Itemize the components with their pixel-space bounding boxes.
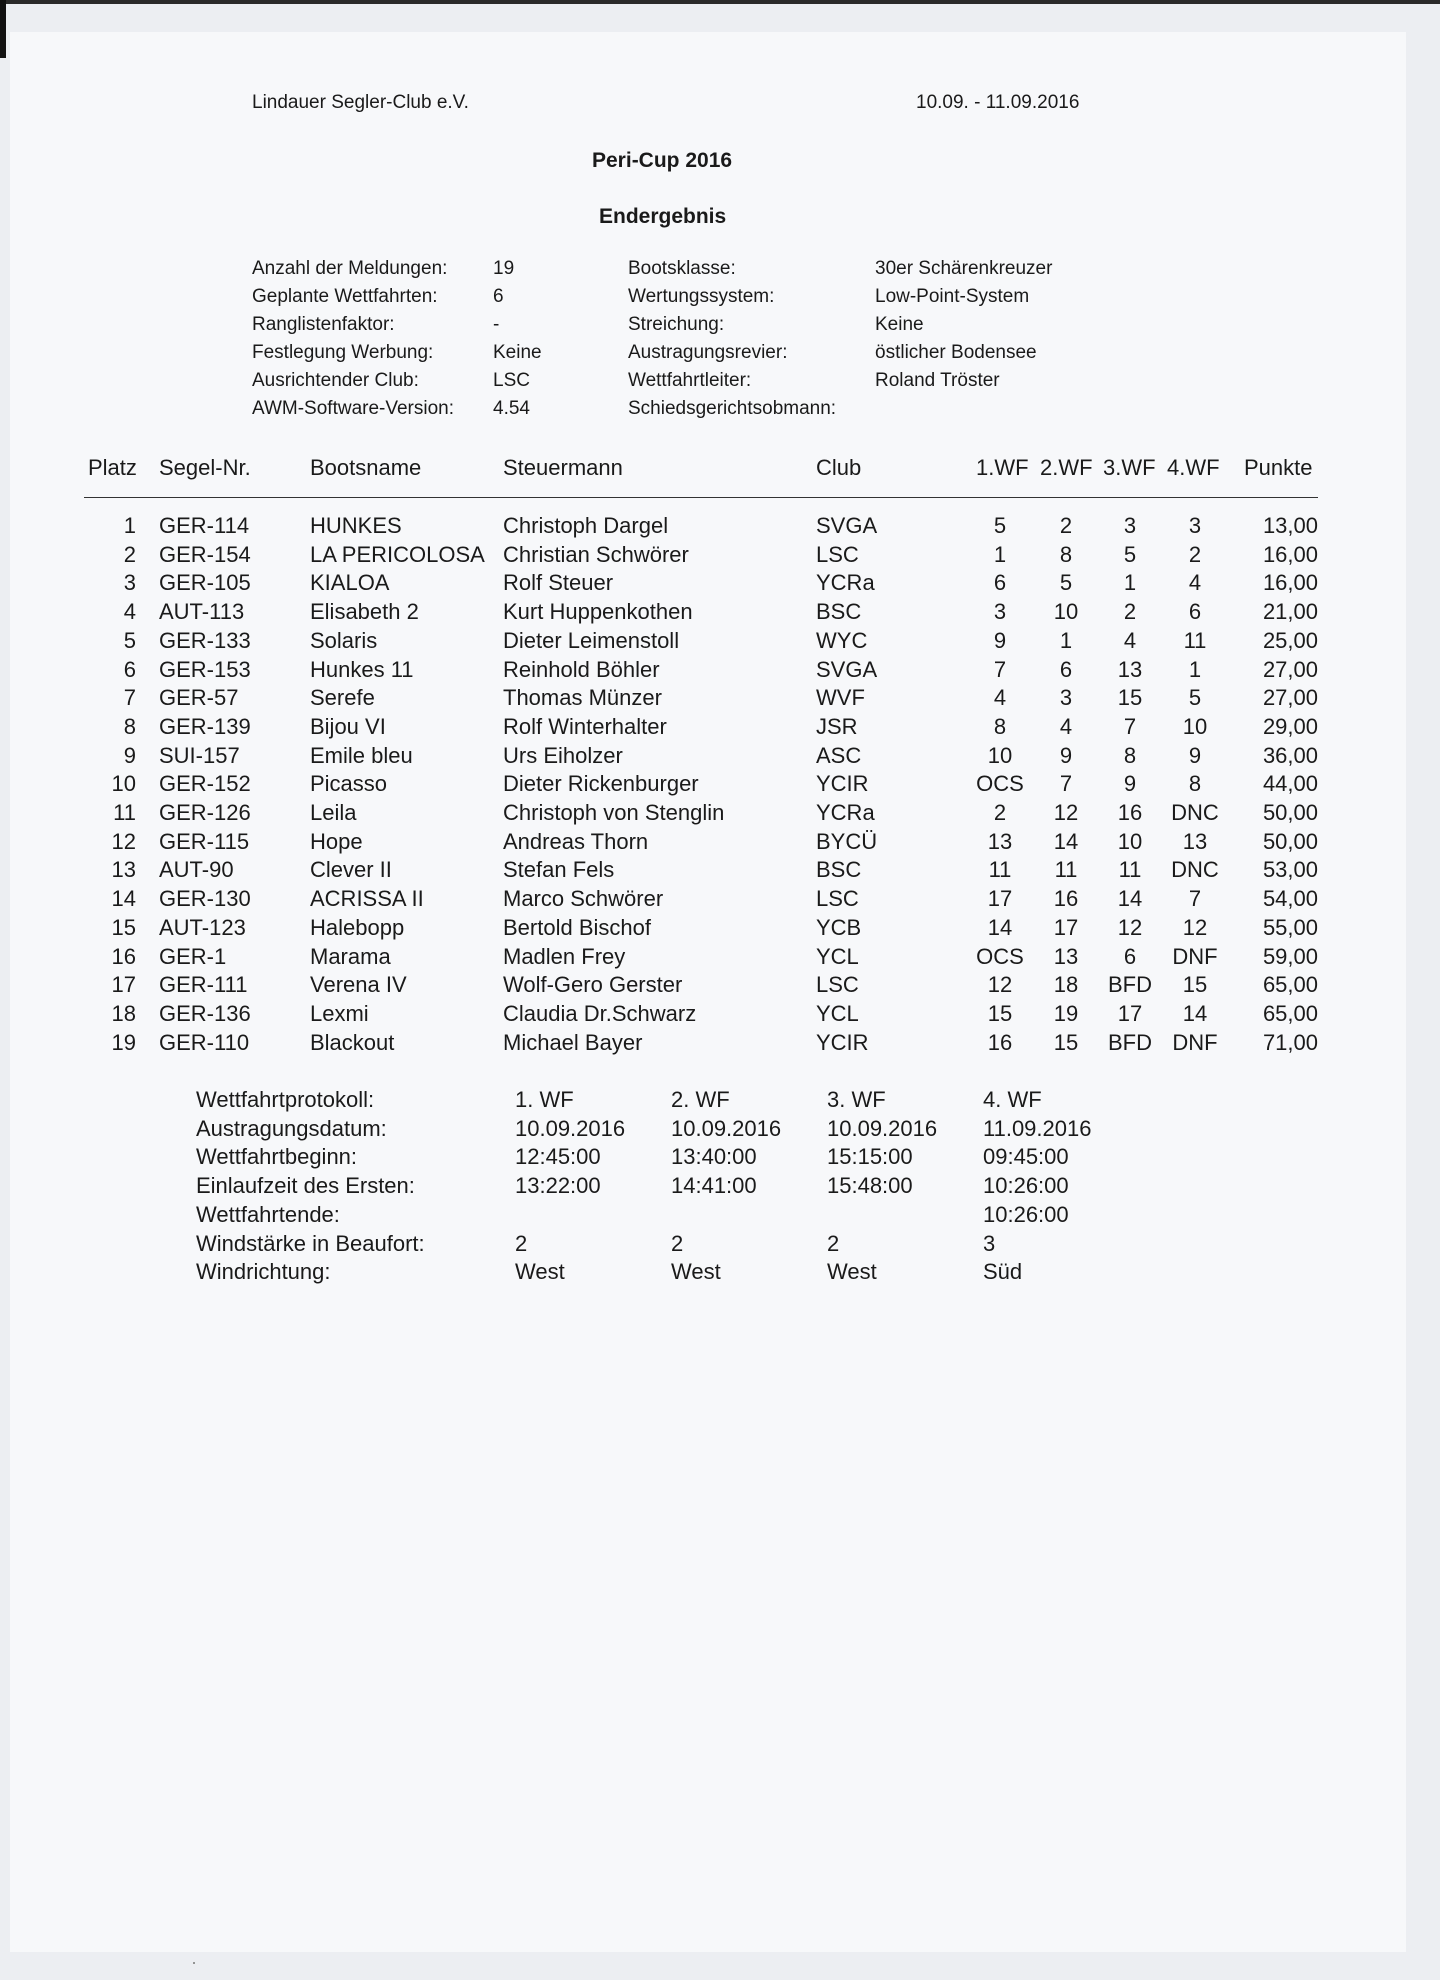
cell-wf4: 9 <box>1188 743 1202 768</box>
cell-bootsname: Bijou VI <box>310 714 386 739</box>
cell-wf3: 3 <box>1123 513 1137 538</box>
meta-label: AWM-Software-Version: <box>252 398 455 419</box>
cell-punkte: 44,00 <box>1262 771 1318 796</box>
protocol-value <box>671 1259 721 1269</box>
cell-steuermann: Dieter Rickenburger <box>503 771 699 796</box>
cell-club: LSC <box>816 542 859 567</box>
column-header-segel-nr: Segel-Nr. <box>159 455 251 480</box>
cell-club: SVGA <box>816 513 878 538</box>
protocol-value: 15:15:00 <box>827 1144 913 1169</box>
meta-label: Bootsklasse: <box>628 258 736 279</box>
cell-club: LSC <box>816 886 859 911</box>
meta-label: Ausrichtender Club: <box>252 370 419 391</box>
cell-club: YCRa <box>816 800 875 825</box>
cell-platz: 7 <box>123 685 136 710</box>
meta-label: Anzahl der Meldungen: <box>252 258 448 279</box>
cell-wf1: OCS <box>976 771 1024 796</box>
cell-wf2: 13 <box>1053 944 1079 969</box>
cell-wf3: 15 <box>1117 685 1143 710</box>
column-header-wf4: 4.WF <box>1167 455 1220 480</box>
cell-wf3: 8 <box>1123 743 1137 768</box>
cell-wf4: DNF <box>1172 944 1218 969</box>
cell-punkte: 54,00 <box>1262 886 1318 911</box>
cell-wf4: DNC <box>1171 800 1219 825</box>
cell-bootsname: Lexmi <box>310 1001 369 1026</box>
cell-segel-nr: SUI-157 <box>159 743 240 768</box>
cell-wf1: 13 <box>987 829 1013 854</box>
cell-bootsname: Marama <box>310 944 391 969</box>
meta-label: Streichung: <box>628 314 725 335</box>
cell-wf3: 14 <box>1117 886 1143 911</box>
meta-value: 30er Schärenkreuzer <box>875 258 1053 279</box>
cell-steuermann: Claudia Dr.Schwarz <box>503 1001 697 1026</box>
cell-wf4: DNF <box>1172 1030 1218 1055</box>
cell-steuermann: Christoph von Stenglin <box>503 800 725 825</box>
cell-bootsname: Emile bleu <box>310 743 413 768</box>
cell-club: SVGA <box>816 657 878 682</box>
cell-wf2: 16 <box>1053 886 1079 911</box>
cell-platz: 17 <box>111 972 136 997</box>
cell-steuermann: Thomas Münzer <box>503 685 662 710</box>
cell-segel-nr: AUT-90 <box>159 857 234 882</box>
protocol-label: Austragungsdatum: <box>196 1116 387 1141</box>
cell-wf2: 15 <box>1053 1030 1079 1055</box>
cell-bootsname: Elisabeth 2 <box>310 599 419 624</box>
cell-wf4: 14 <box>1182 1001 1208 1026</box>
cell-wf1: 15 <box>987 1001 1013 1026</box>
cell-wf2: 9 <box>1059 743 1073 768</box>
protocol-value: 2. WF <box>671 1087 730 1112</box>
cell-punkte: 65,00 <box>1262 972 1318 997</box>
cell-wf3: 7 <box>1123 714 1137 739</box>
cell-segel-nr: AUT-113 <box>159 599 245 624</box>
protocol-value: 1. WF <box>515 1087 574 1112</box>
protocol-value: 3 <box>983 1231 996 1256</box>
cell-wf4: 4 <box>1188 570 1202 595</box>
protocol-value: 15:48:00 <box>827 1173 913 1198</box>
protocol-value: 3. WF <box>827 1087 886 1112</box>
cell-punkte: 50,00 <box>1262 829 1318 854</box>
cell-wf4: 15 <box>1182 972 1208 997</box>
cell-wf4: 5 <box>1188 685 1202 710</box>
cell-club: LSC <box>816 972 859 997</box>
cell-platz: 19 <box>111 1030 136 1055</box>
cell-wf1: 1 <box>993 542 1007 567</box>
column-header-punkte: Punkte <box>1244 455 1313 480</box>
cell-wf3: 2 <box>1123 599 1137 624</box>
protocol-label: Wettfahrtbeginn: <box>196 1144 358 1169</box>
cell-wf1: 5 <box>993 513 1007 538</box>
meta-value: Low-Point-System <box>875 286 1030 307</box>
cell-wf2: 11 <box>1054 857 1078 882</box>
cell-platz: 11 <box>113 800 136 825</box>
scan-top-edge <box>6 0 1440 4</box>
cell-wf3: 11 <box>1118 857 1142 882</box>
cell-wf1: 16 <box>987 1030 1013 1055</box>
cell-steuermann: Marco Schwörer <box>503 886 664 911</box>
cell-wf3: 10 <box>1117 829 1143 854</box>
cell-punkte: 59,00 <box>1262 944 1318 969</box>
cell-punkte: 27,00 <box>1262 685 1318 710</box>
protocol-value <box>515 1259 565 1269</box>
cell-steuermann: Wolf-Gero Gerster <box>503 972 683 997</box>
cell-platz: 6 <box>123 657 136 682</box>
protocol-value: 12:45:00 <box>515 1144 601 1169</box>
cell-wf2: 8 <box>1059 542 1073 567</box>
column-header-bootsname: Bootsname <box>310 455 422 480</box>
protocol-value: 2 <box>671 1231 684 1256</box>
cell-wf2: 18 <box>1053 972 1079 997</box>
meta-label: Wettfahrtleiter: <box>628 370 752 391</box>
cell-punkte: 16,00 <box>1262 542 1318 567</box>
cell-segel-nr: GER-115 <box>159 829 250 854</box>
cell-bootsname: Halebopp <box>310 915 405 940</box>
protocol-value: 09:45:00 <box>983 1144 1069 1169</box>
cell-punkte: 16,00 <box>1262 570 1318 595</box>
document-title: Peri-Cup 2016 <box>592 149 733 172</box>
cell-steuermann: Madlen Frey <box>503 944 626 969</box>
cell-bootsname: Blackout <box>310 1030 395 1055</box>
cell-segel-nr: GER-136 <box>159 1001 251 1026</box>
protocol-value: 2 <box>515 1231 528 1256</box>
cell-bootsname: Verena IV <box>310 972 407 997</box>
cell-segel-nr: GER-1 <box>159 944 227 969</box>
scan-corner-mark <box>0 0 6 58</box>
cell-platz: 5 <box>123 628 136 653</box>
cell-segel-nr: GER-126 <box>159 800 251 825</box>
cell-wf1: OCS <box>976 944 1024 969</box>
cell-bootsname: Clever II <box>310 857 392 882</box>
cell-steuermann: Dieter Leimenstoll <box>503 628 680 653</box>
cell-segel-nr: AUT-123 <box>159 915 246 940</box>
protocol-value <box>827 1259 877 1269</box>
cell-wf4: 10 <box>1182 714 1208 739</box>
cell-wf3: 16 <box>1117 800 1143 825</box>
cell-platz: 13 <box>111 857 136 882</box>
cell-wf3: 1 <box>1123 570 1137 595</box>
cell-wf2: 14 <box>1053 829 1079 854</box>
column-header-platz: Platz <box>88 455 137 480</box>
cell-bootsname: HUNKES <box>310 513 402 538</box>
cell-segel-nr: GER-152 <box>159 771 251 796</box>
column-header-club: Club <box>816 455 862 480</box>
meta-label: Festlegung Werbung: <box>252 342 434 363</box>
cell-wf3: BFD <box>1108 1030 1152 1055</box>
cell-wf4: 12 <box>1182 915 1208 940</box>
cell-punkte: 29,00 <box>1262 714 1318 739</box>
cell-segel-nr: GER-110 <box>159 1030 250 1055</box>
cell-punkte: 36,00 <box>1262 743 1318 768</box>
cell-wf2: 4 <box>1059 714 1073 739</box>
cell-wf2: 2 <box>1059 513 1073 538</box>
protocol-value <box>983 1259 1022 1269</box>
header-rule <box>84 497 1318 498</box>
event-dates: 10.09. - 11.09.2016 <box>916 92 1080 113</box>
cell-club: YCIR <box>816 771 869 796</box>
cell-wf1: 10 <box>987 743 1013 768</box>
meta-value: - <box>493 314 500 335</box>
cell-platz: 4 <box>123 599 136 624</box>
cell-bootsname: Hunkes 11 <box>310 657 414 682</box>
meta-label: Geplante Wettfahrten: <box>252 286 438 307</box>
cell-club: JSR <box>816 714 858 739</box>
cell-bootsname: KIALOA <box>310 570 390 595</box>
cell-club: YCL <box>816 1001 859 1026</box>
cell-wf1: 2 <box>993 800 1007 825</box>
cell-punkte: 25,00 <box>1262 628 1318 653</box>
cell-platz: 18 <box>111 1001 136 1026</box>
cell-steuermann: Reinhold Böhler <box>503 657 660 682</box>
protocol-value: 2 <box>827 1231 840 1256</box>
cell-wf4: 6 <box>1188 599 1202 624</box>
protocol-value: 10.09.2016 <box>827 1116 938 1141</box>
cell-wf1: 3 <box>993 599 1007 624</box>
cell-wf1: 7 <box>993 657 1007 682</box>
document-subtitle: Endergebnis <box>599 205 727 228</box>
cell-platz: 15 <box>111 915 136 940</box>
cell-wf1: 12 <box>987 972 1013 997</box>
meta-label: Ranglistenfaktor: <box>252 314 395 335</box>
cell-platz: 1 <box>123 513 136 538</box>
cell-steuermann: Kurt Huppenkothen <box>503 599 693 624</box>
cell-wf2: 12 <box>1053 800 1079 825</box>
cell-wf4: 8 <box>1188 771 1202 796</box>
cell-club: YCRa <box>816 570 875 595</box>
protocol-label: Wettfahrtprotokoll: <box>196 1087 375 1112</box>
cell-bootsname: Serefe <box>310 685 375 710</box>
cell-punkte: 21,00 <box>1262 599 1318 624</box>
meta-value: Keine <box>875 314 924 335</box>
cell-punkte: 55,00 <box>1262 915 1318 940</box>
cell-wf3: 5 <box>1123 542 1137 567</box>
meta-label: Wertungssystem: <box>628 286 775 307</box>
cell-platz: 3 <box>123 570 136 595</box>
cell-wf2: 3 <box>1059 685 1073 710</box>
cell-wf1: 14 <box>987 915 1013 940</box>
cell-segel-nr: GER-111 <box>159 972 248 997</box>
cell-wf2: 6 <box>1059 657 1073 682</box>
cell-wf1: 9 <box>993 628 1007 653</box>
cell-bootsname: Solaris <box>310 628 378 653</box>
column-header-wf1: 1.WF <box>976 455 1029 480</box>
scan-speck <box>193 1962 195 1964</box>
cell-segel-nr: GER-114 <box>159 513 250 538</box>
cell-bootsname: Leila <box>310 800 357 825</box>
cell-steuermann: Rolf Steuer <box>503 570 614 595</box>
cell-wf3: 6 <box>1123 944 1137 969</box>
meta-label: Austragungsrevier: <box>628 342 788 363</box>
cell-wf3: 4 <box>1123 628 1137 653</box>
cell-wf1: 8 <box>993 714 1007 739</box>
cell-punkte: 53,00 <box>1262 857 1318 882</box>
meta-value: östlicher Bodensee <box>875 342 1037 363</box>
cell-punkte: 50,00 <box>1262 800 1318 825</box>
cell-wf3: BFD <box>1108 972 1152 997</box>
cell-platz: 2 <box>123 542 136 567</box>
cell-steuermann: Christian Schwörer <box>503 542 689 567</box>
protocol-value: 10:26:00 <box>983 1173 1069 1198</box>
protocol-label: Wettfahrtende: <box>196 1202 340 1227</box>
cell-club: WYC <box>816 628 868 653</box>
cell-segel-nr: GER-153 <box>159 657 251 682</box>
meta-value: LSC <box>493 370 530 391</box>
cell-wf2: 17 <box>1053 915 1079 940</box>
cell-wf4: DNC <box>1171 857 1219 882</box>
cell-bootsname: LA PERICOLOSA <box>310 542 485 567</box>
cell-wf2: 1 <box>1059 628 1073 653</box>
cell-bootsname: Hope <box>310 829 363 854</box>
cell-steuermann: Christoph Dargel <box>503 513 669 538</box>
cell-wf3: 13 <box>1117 657 1143 682</box>
cell-platz: 14 <box>111 886 136 911</box>
cell-platz: 10 <box>111 771 136 796</box>
cell-club: ASC <box>816 743 862 768</box>
column-header-steuermann: Steuermann <box>503 455 623 480</box>
cell-platz: 12 <box>111 829 136 854</box>
cell-wf4: 7 <box>1188 886 1202 911</box>
cell-wf4: 11 <box>1183 628 1207 653</box>
cell-wf1: 6 <box>993 570 1007 595</box>
protocol-value: 4. WF <box>983 1087 1042 1112</box>
protocol-label <box>196 1259 331 1269</box>
protocol-value: 10.09.2016 <box>671 1116 782 1141</box>
cell-wf1: 17 <box>987 886 1013 911</box>
cell-wf3: 9 <box>1123 771 1137 796</box>
cell-wf1: 11 <box>988 857 1012 882</box>
cell-steuermann: Stefan Fels <box>503 857 615 882</box>
meta-value: 6 <box>493 286 504 307</box>
cell-platz: 8 <box>123 714 136 739</box>
cell-punkte: 13,00 <box>1262 513 1318 538</box>
protocol-value: 10:26:00 <box>983 1202 1069 1227</box>
cell-wf2: 5 <box>1059 570 1073 595</box>
protocol-value: 11.09.2016 <box>983 1116 1092 1141</box>
column-header-wf3: 3.WF <box>1103 455 1156 480</box>
cell-segel-nr: GER-154 <box>159 542 251 567</box>
cell-wf4: 1 <box>1188 657 1202 682</box>
meta-value: 4.54 <box>493 398 530 419</box>
cell-steuermann: Bertold Bischof <box>503 915 651 940</box>
cell-wf1: 4 <box>993 685 1007 710</box>
cell-segel-nr: GER-139 <box>159 714 251 739</box>
cell-segel-nr: GER-133 <box>159 628 251 653</box>
cell-bootsname: ACRISSA II <box>310 886 424 911</box>
cell-wf2: 19 <box>1053 1001 1079 1026</box>
cell-club: WVF <box>816 685 865 710</box>
protocol-value: 13:40:00 <box>671 1144 757 1169</box>
cell-segel-nr: GER-57 <box>159 685 239 710</box>
cell-punkte: 65,00 <box>1262 1001 1318 1026</box>
protocol-value: 14:41:00 <box>671 1173 757 1198</box>
cell-platz: 9 <box>123 743 136 768</box>
cell-steuermann: Andreas Thorn <box>503 829 649 854</box>
protocol-value: 10.09.2016 <box>515 1116 626 1141</box>
cell-steuermann: Michael Bayer <box>503 1030 643 1055</box>
cell-wf3: 17 <box>1117 1001 1143 1026</box>
cell-wf3: 12 <box>1117 915 1143 940</box>
cell-club: BYCÜ <box>816 829 878 854</box>
cell-punkte: 71,00 <box>1262 1030 1318 1055</box>
cell-segel-nr: GER-105 <box>159 570 251 595</box>
meta-value: 19 <box>493 258 515 279</box>
cell-club: YCB <box>816 915 862 940</box>
cell-steuermann: Urs Eiholzer <box>503 743 623 768</box>
meta-value: Keine <box>493 342 542 363</box>
meta-label: Schiedsgerichtsobmann: <box>628 398 837 419</box>
cell-wf2: 7 <box>1059 771 1073 796</box>
protocol-label: Windstärke in Beaufort: <box>196 1231 425 1256</box>
cell-club: YCIR <box>816 1030 869 1055</box>
cell-club: BSC <box>816 857 862 882</box>
cell-wf4: 13 <box>1182 829 1208 854</box>
cell-wf4: 3 <box>1188 513 1202 538</box>
cell-platz: 16 <box>111 944 136 969</box>
cell-punkte: 27,00 <box>1262 657 1318 682</box>
cell-wf2: 10 <box>1053 599 1079 624</box>
meta-value: Roland Tröster <box>875 370 1000 391</box>
column-header-wf2: 2.WF <box>1040 455 1093 480</box>
cell-wf4: 2 <box>1188 542 1202 567</box>
cell-club: YCL <box>816 944 859 969</box>
protocol-value: 13:22:00 <box>515 1173 601 1198</box>
protocol-label: Einlaufzeit des Ersten: <box>196 1173 415 1198</box>
cell-segel-nr: GER-130 <box>159 886 251 911</box>
cell-club: BSC <box>816 599 862 624</box>
club-name: Lindauer Segler-Club e.V. <box>252 92 469 113</box>
cell-steuermann: Rolf Winterhalter <box>503 714 667 739</box>
cell-bootsname: Picasso <box>310 771 388 796</box>
